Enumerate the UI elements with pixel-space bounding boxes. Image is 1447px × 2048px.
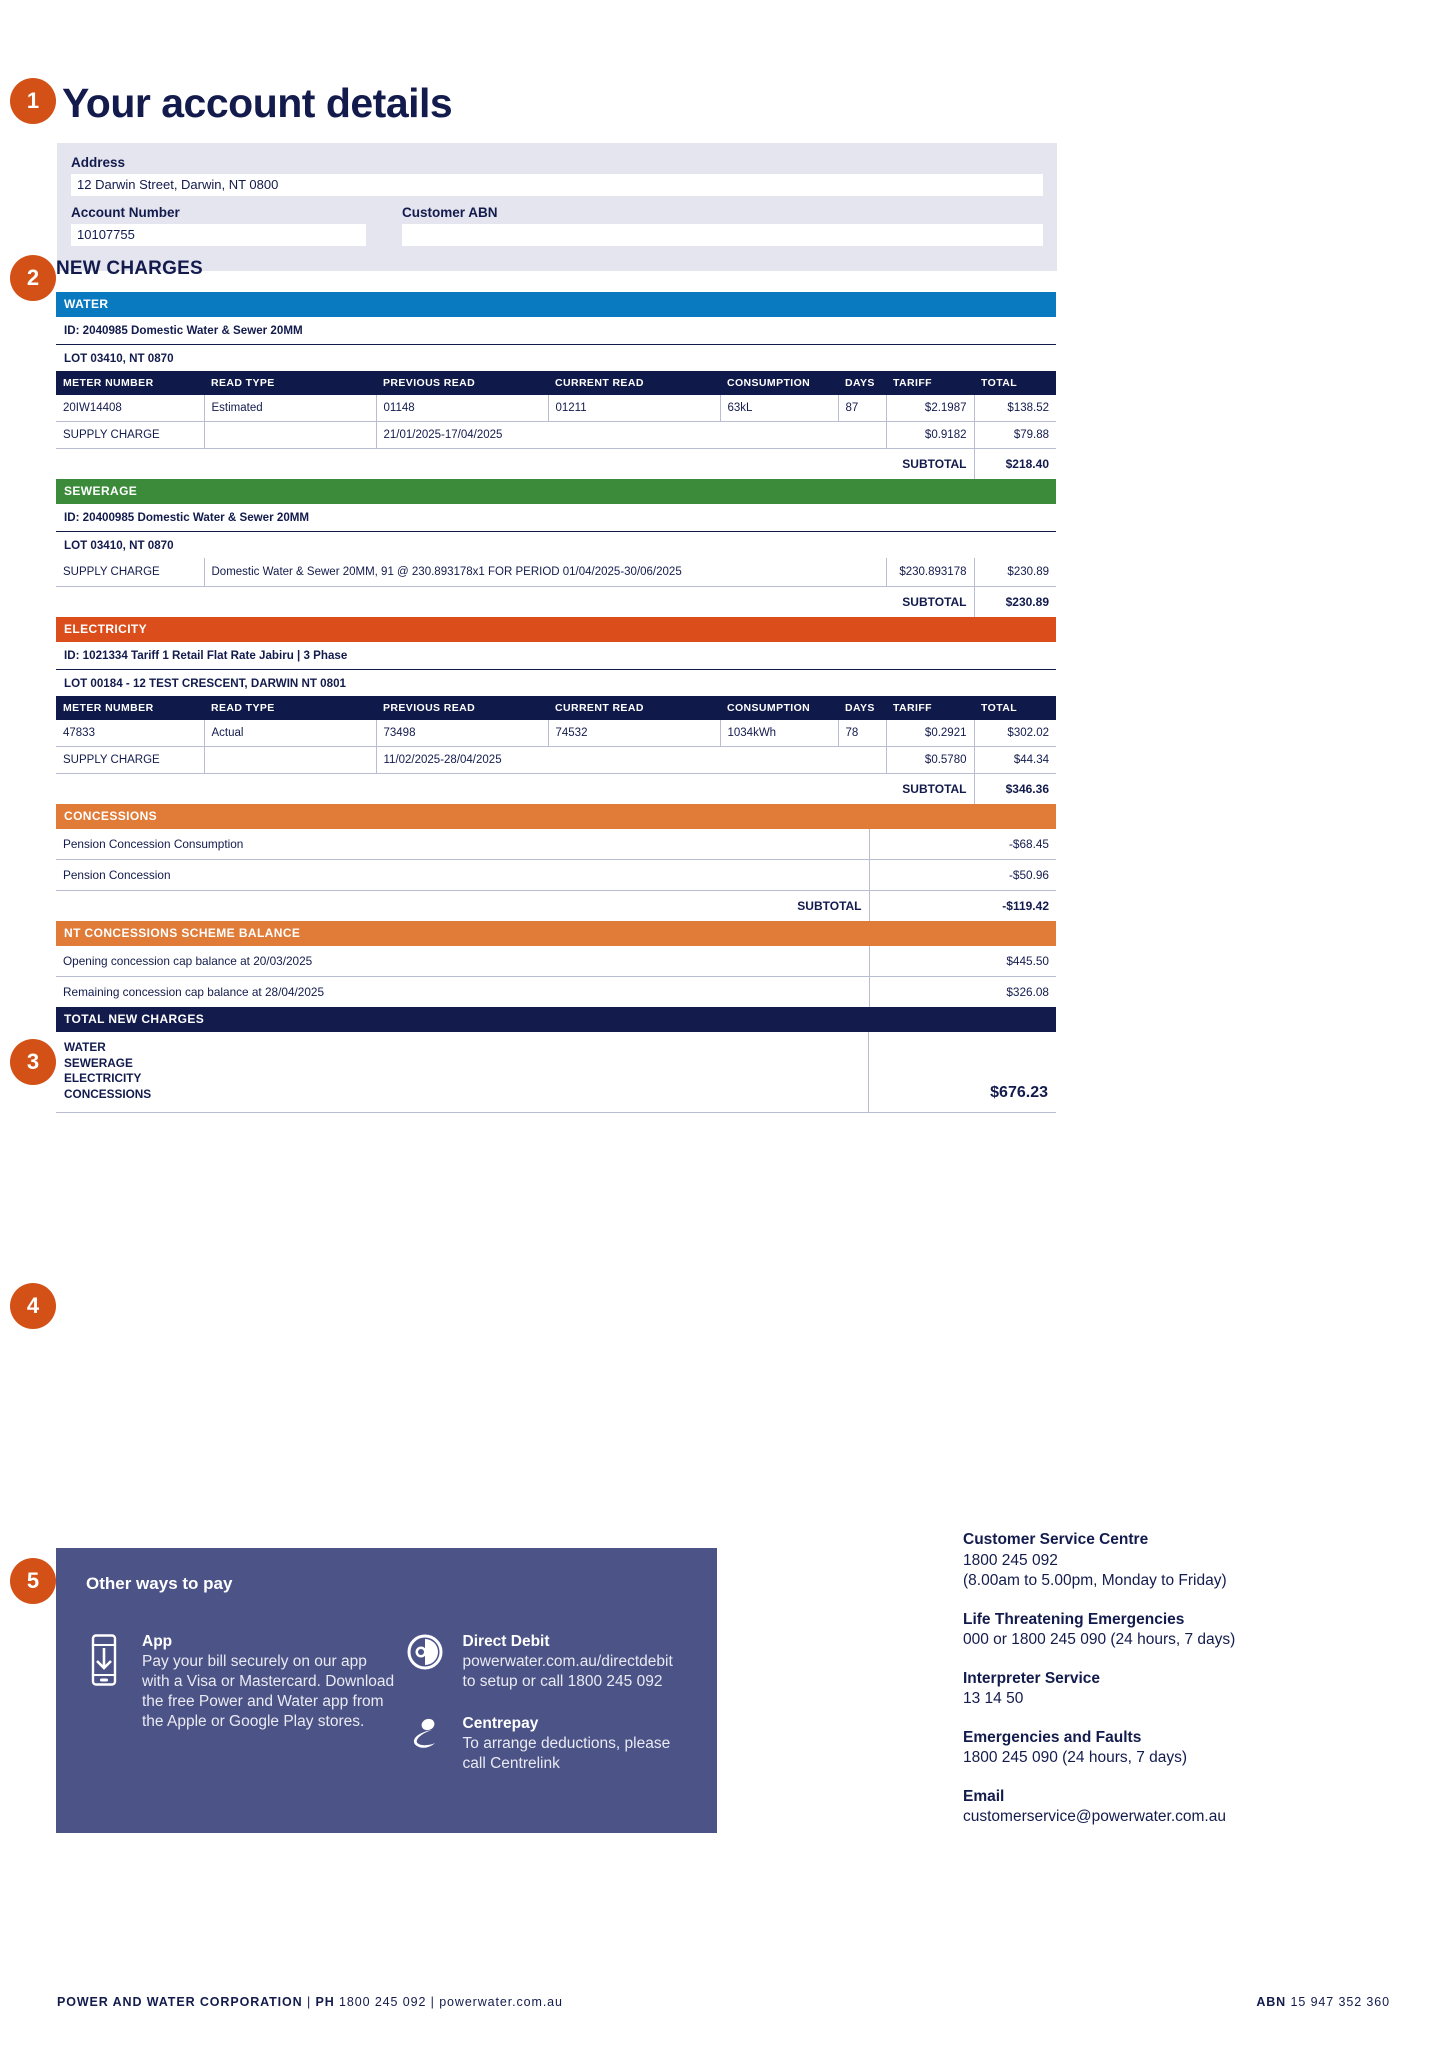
pay-centrepay-text: To arrange deductions, please call Centrelink — [462, 1735, 671, 1772]
contact-group-life-threatening — [963, 1610, 1393, 1651]
water-days: 87 — [838, 395, 886, 422]
account-number-field[interactable]: 10107755 — [71, 224, 366, 246]
electricity-supply-blank — [204, 747, 376, 774]
table-row — [56, 977, 1056, 1008]
electricity-subtotal-label: SUBTOTAL — [56, 774, 974, 805]
col-days: DAYS — [838, 371, 886, 395]
pay-panel-title: Other ways to pay — [86, 1574, 233, 1593]
sewerage-subtotal-label: SUBTOTAL — [56, 587, 974, 618]
contact-details — [963, 1530, 1393, 1846]
electricity-supply-tariff: $0.5780 — [886, 747, 974, 774]
water-read-type: Estimated — [204, 395, 376, 422]
contact-line-1: 1800 245 090 (24 hours, 7 days) — [963, 1749, 1188, 1766]
electricity-supply-total: $44.34 — [974, 747, 1056, 774]
subtotal-row — [56, 449, 1056, 480]
table-row — [56, 860, 1056, 891]
subtotal-row — [56, 587, 1056, 618]
concession-row-1-label: Pension Concession — [56, 860, 869, 891]
direct-debit-icon — [407, 1632, 449, 1692]
category-header-water: WATER — [56, 292, 1056, 317]
address-field[interactable]: 12 Darwin Street, Darwin, NT 0800 — [71, 174, 1043, 196]
col-meter-number: METER NUMBER — [56, 696, 204, 720]
pay-direct-debit-text: powerwater.com.au/directdebit to setup or call 1800 245 092 — [462, 1653, 673, 1690]
footer-abn-label: ABN — [1256, 1995, 1287, 2009]
water-lot-line: LOT 03410, NT 0870 — [64, 352, 174, 365]
step-badge-2: 2 — [10, 255, 56, 301]
pay-app-body — [142, 1632, 395, 1774]
water-meter-number: 20IW14408 — [56, 395, 204, 422]
category-header-nt-balance: NT CONCESSIONS SCHEME BALANCE — [56, 921, 1056, 946]
pay-direct-debit-title: Direct Debit — [462, 1633, 550, 1650]
sewerage-supply-label: SUPPLY CHARGE — [56, 558, 204, 587]
electricity-supply-period: 11/02/2025-28/04/2025 — [376, 747, 886, 774]
electricity-supply-label: SUPPLY CHARGE — [56, 747, 204, 774]
water-tariff: $2.1987 — [886, 395, 974, 422]
footer — [57, 1995, 1390, 2009]
category-header-total-new-charges: TOTAL NEW CHARGES — [56, 1007, 1056, 1032]
col-read-type: READ TYPE — [204, 696, 376, 720]
electricity-id-line: ID: 1021334 Tariff 1 Retail Flat Rate Jabiru | 3 Phase — [56, 642, 1056, 670]
concessions-table — [56, 829, 1056, 921]
water-previous-read: 01148 — [376, 395, 548, 422]
pay-centrepay-body — [463, 1714, 687, 1774]
electricity-current-read: 74532 — [548, 720, 720, 747]
step-badge-5: 5 — [10, 1558, 56, 1604]
col-current-read: CURRENT READ — [548, 371, 720, 395]
water-supply-tariff: $0.9182 — [886, 422, 974, 449]
concessions-subtotal-label: SUBTOTAL — [797, 899, 862, 913]
account-details-box — [57, 143, 1057, 271]
new-charges-title: NEW CHARGES — [56, 258, 203, 279]
col-read-type: READ TYPE — [204, 371, 376, 395]
nt-balance-row-0-label: Opening concession cap balance at 20/03/2025 — [56, 946, 869, 977]
subtotal-row — [56, 774, 1056, 805]
electricity-days: 78 — [838, 720, 886, 747]
total-line-sewerage: SEWERAGE — [64, 1055, 133, 1070]
step-badge-4: 4 — [10, 1283, 56, 1329]
footer-website: powerwater.com.au — [439, 1995, 563, 2009]
mobile-download-icon — [86, 1632, 128, 1774]
col-days: DAYS — [838, 696, 886, 720]
charges-container — [56, 292, 1056, 1113]
total-line-concessions: CONCESSIONS — [64, 1086, 152, 1101]
col-tariff: TARIFF — [886, 696, 974, 720]
col-previous-read: PREVIOUS READ — [376, 371, 548, 395]
table-header-row — [56, 371, 1056, 395]
sewerage-supply-description: Domestic Water & Sewer 20MM, 91 @ 230.893178x1 FOR PERIOD 01/04/2025-30/06/2025 — [204, 558, 886, 587]
water-supply-period: 21/01/2025-17/04/2025 — [376, 422, 886, 449]
step-badge-3: 3 — [10, 1039, 56, 1085]
table-row — [56, 558, 1056, 587]
water-supply-label: SUPPLY CHARGE — [56, 422, 204, 449]
contact-line-1: customerservice@powerwater.com.au — [963, 1808, 1226, 1825]
table-row — [56, 946, 1056, 977]
category-header-electricity: ELECTRICITY — [56, 617, 1056, 642]
contact-group-interpreter — [963, 1669, 1393, 1710]
col-consumption: CONSUMPTION — [720, 696, 838, 720]
pay-app-text: Pay your bill securely on our app with a Visa or Mastercard. Download the free Power and Water app from the Apple or Google Play stores. — [142, 1653, 395, 1730]
customer-abn-field[interactable] — [402, 224, 1043, 246]
sewerage-supply-total: $230.89 — [974, 558, 1056, 587]
contact-title: Emergencies and Faults — [963, 1728, 1142, 1746]
total-line-water: WATER — [64, 1040, 106, 1054]
electricity-total: $302.02 — [974, 720, 1056, 747]
contact-line-1: 000 or 1800 245 090 (24 hours, 7 days) — [963, 1631, 1236, 1648]
step-badge-1: 1 — [10, 78, 56, 124]
total-new-charges-block — [56, 1032, 1056, 1113]
col-tariff: TARIFF — [886, 371, 974, 395]
electricity-lot-line: LOT 00184 - 12 TEST CRESCENT, DARWIN NT 0801 — [64, 677, 346, 690]
contact-title: Interpreter Service — [963, 1669, 1100, 1687]
electricity-read-type: Actual — [204, 720, 376, 747]
col-meter-number: METER NUMBER — [56, 371, 204, 395]
pay-direct-debit-body — [463, 1632, 687, 1692]
water-total: $138.52 — [974, 395, 1056, 422]
nt-balance-row-1-label: Remaining concession cap balance at 28/04/2025 — [63, 985, 325, 999]
contact-title: Email — [963, 1787, 1005, 1805]
other-ways-to-pay-panel — [56, 1548, 717, 1833]
table-row — [56, 829, 1056, 860]
sewerage-id-line: ID: 20400985 Domestic Water & Sewer 20MM — [56, 504, 1056, 532]
total-line-electricity: ELECTRICITY — [64, 1071, 142, 1085]
sewerage-subtotal-amount: $230.89 — [1005, 595, 1049, 609]
total-new-charges-amount: $676.23 — [990, 1084, 1048, 1101]
contact-title: Customer Service Centre — [963, 1531, 1149, 1548]
col-current-read: CURRENT READ — [548, 696, 720, 720]
pay-app-title: App — [142, 1633, 173, 1650]
contact-line-1: 1800 245 092 — [963, 1551, 1058, 1569]
col-total: TOTAL — [974, 696, 1056, 720]
sewerage-supply-tariff: $230.893178 — [886, 558, 974, 587]
concessions-subtotal-amount: -$119.42 — [869, 891, 1056, 922]
footer-phone: 1800 245 092 | — [334, 1995, 440, 2009]
footer-right — [1256, 1995, 1390, 2009]
concession-row-1-amount: -$50.96 — [869, 860, 1056, 891]
footer-left — [57, 1995, 563, 2009]
water-meter-table — [56, 371, 1056, 479]
footer-sep: | — [302, 1995, 316, 2009]
pay-centrepay-title: Centrepay — [462, 1715, 539, 1732]
table-row — [56, 422, 1056, 449]
col-previous-read: PREVIOUS READ — [376, 696, 548, 720]
subtotal-row — [56, 891, 1056, 922]
category-header-concessions: CONCESSIONS — [56, 804, 1056, 829]
centrepay-icon — [407, 1714, 449, 1774]
account-number-label: Account Number — [71, 205, 180, 220]
contact-line-1: 13 14 50 — [963, 1690, 1024, 1707]
col-total: TOTAL — [974, 371, 1056, 395]
sewerage-table — [56, 558, 1056, 617]
electricity-subtotal-amount: $346.36 — [1005, 782, 1049, 796]
electricity-consumption: 1034kWh — [720, 720, 838, 747]
water-supply-total: $79.88 — [974, 422, 1056, 449]
contact-title: Life Threatening Emergencies — [963, 1610, 1185, 1628]
footer-company: POWER AND WATER CORPORATION — [57, 1995, 303, 2009]
water-supply-blank — [204, 422, 376, 449]
water-subtotal-label: SUBTOTAL — [56, 449, 974, 480]
sewerage-lot-line: LOT 03410, NT 0870 — [64, 539, 174, 552]
concession-row-0-amount: -$68.45 — [869, 829, 1056, 860]
nt-balance-row-1-amount: $326.08 — [869, 977, 1056, 1008]
nt-balance-row-0-amount: $445.50 — [869, 946, 1056, 977]
water-current-read: 01211 — [548, 395, 720, 422]
concession-row-0-label: Pension Concession Consumption — [56, 829, 869, 860]
footer-ph-label: PH — [315, 1995, 335, 2009]
footer-abn-value: 15 947 352 360 — [1286, 1995, 1390, 2009]
total-category-list — [56, 1032, 869, 1112]
electricity-previous-read: 73498 — [376, 720, 548, 747]
category-header-sewerage: SEWERAGE — [56, 479, 1056, 504]
customer-abn-label: Customer ABN — [402, 205, 498, 220]
electricity-meter-table — [56, 696, 1056, 804]
contact-line-2: (8.00am to 5.00pm, Monday to Friday) — [963, 1572, 1227, 1589]
electricity-tariff: $0.2921 — [886, 720, 974, 747]
contact-group-emergencies-faults — [963, 1728, 1393, 1769]
contact-group-email — [963, 1787, 1393, 1828]
water-id-line: ID: 2040985 Domestic Water & Sewer 20MM — [56, 317, 1056, 345]
nt-balance-table — [56, 946, 1056, 1007]
water-subtotal-amount: $218.40 — [1005, 457, 1049, 471]
col-consumption: CONSUMPTION — [720, 371, 838, 395]
table-header-row — [56, 696, 1056, 720]
water-consumption: 63kL — [720, 395, 838, 422]
page-title: Your account details — [62, 80, 453, 126]
address-label: Address — [71, 155, 126, 170]
electricity-meter-number: 47833 — [56, 720, 204, 747]
table-row — [56, 720, 1056, 747]
contact-group-customer-service — [963, 1530, 1393, 1592]
table-row — [56, 395, 1056, 422]
table-row — [56, 747, 1056, 774]
